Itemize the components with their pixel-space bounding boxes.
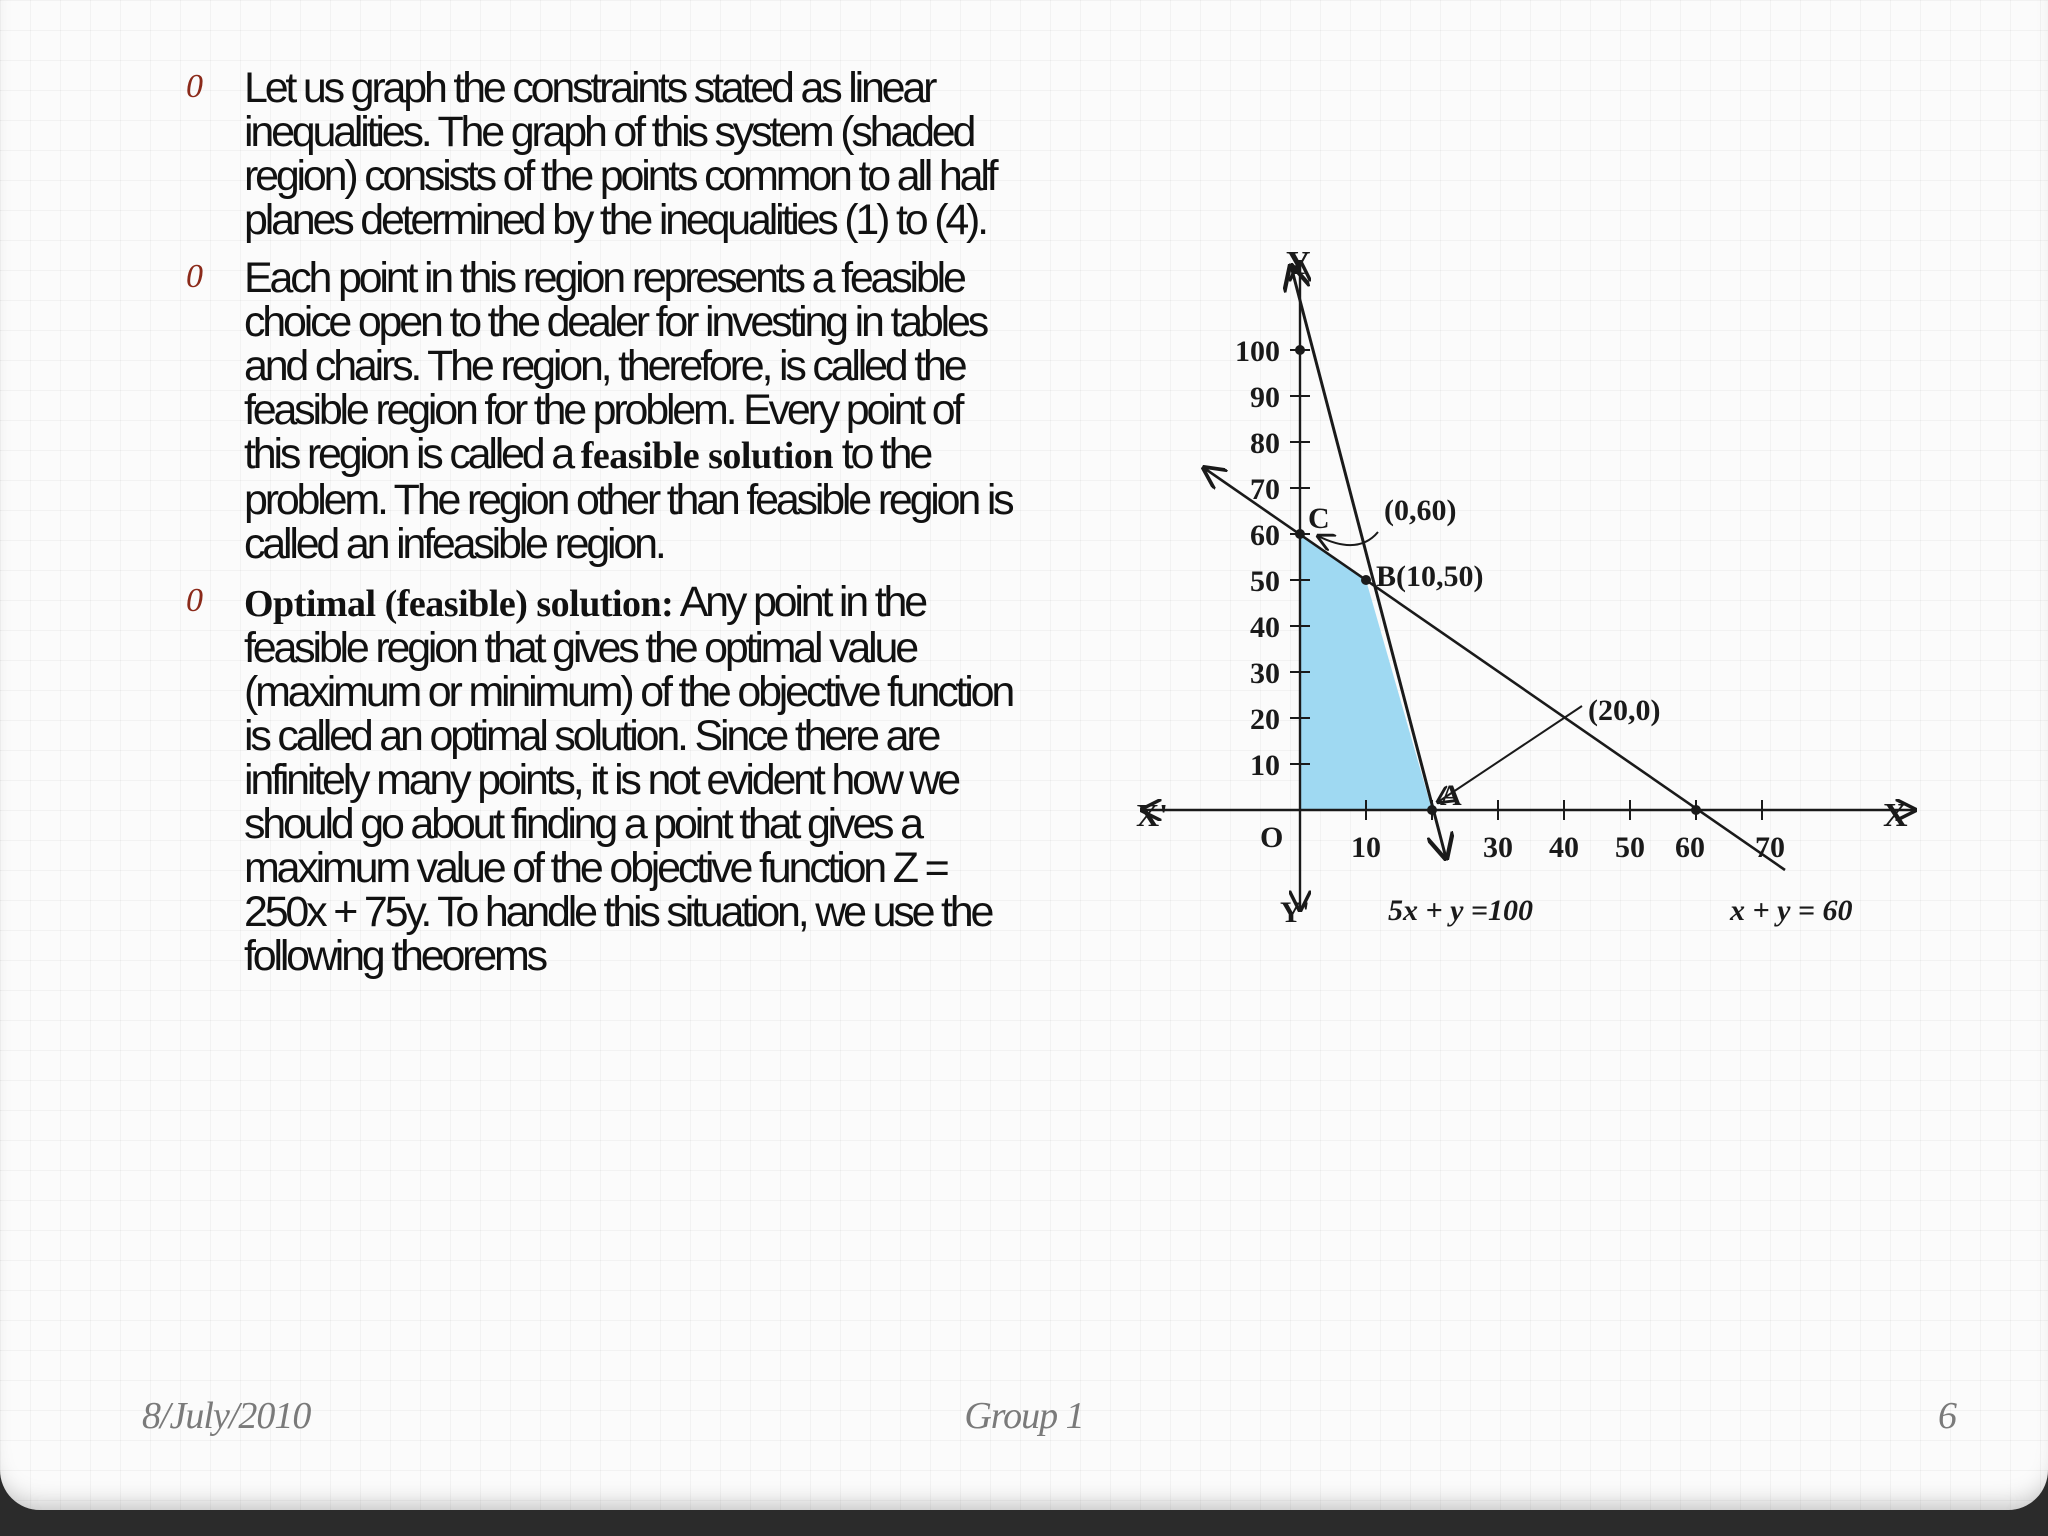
vertex-b xyxy=(1361,575,1371,585)
axis-label-y: Y xyxy=(1286,245,1311,282)
y-tick-label: 30 xyxy=(1250,657,1280,690)
origin-label: O xyxy=(1260,821,1284,854)
bullet-text-body: Let us graph the constraints stated as linear inequalities. The graph of this system (shaded region) consists of the points common to all half planes determined by the inequalities (1) to (4). xyxy=(244,64,996,244)
line-label-5x-plus-y: 5x + y =100 xyxy=(1388,894,1534,927)
bullet-text xyxy=(244,66,1016,242)
bullet-marker: 0 xyxy=(186,68,203,105)
x-tick-label: 10 xyxy=(1351,831,1381,864)
bullet-list xyxy=(186,66,1016,992)
footer-page-number: 6 xyxy=(1938,1395,1956,1437)
y-tick-label: 20 xyxy=(1250,703,1280,736)
bullet-text-body: to the problem. The region other than feasible region is called an infeasible region. xyxy=(244,430,1012,568)
bullet-item xyxy=(186,580,1016,978)
y-tick-label: 70 xyxy=(1250,473,1280,506)
bullet-text-body: Any point in the feasible region that gives the optimal value (maximum or minimum) of the objective function is called an optimal solution. Since there are infinitely many points, it is not evident how we should go about finding a point that gives a maximum value of the objective function Z = 250x + 75y. To handle this situation, we use the following theorems xyxy=(244,578,1013,980)
vertex-60 xyxy=(1691,805,1701,815)
y-tick-label: 90 xyxy=(1250,381,1280,414)
y-tick-label: 100 xyxy=(1235,335,1280,368)
annotation-a-coord: (20,0) xyxy=(1588,694,1661,727)
y-tick-label: 40 xyxy=(1250,611,1280,644)
x-tick-label: 70 xyxy=(1755,831,1785,864)
y-tick-label: 50 xyxy=(1250,565,1280,598)
feasible-region-graph xyxy=(1120,240,1940,940)
bullet-item xyxy=(186,256,1016,566)
axis-label-x-neg: X' xyxy=(1136,797,1168,833)
bullet-term: feasible solution xyxy=(580,435,833,477)
line-label-x-plus-y: x + y = 60 xyxy=(1730,894,1853,927)
point-label-b: B(10,50) xyxy=(1376,560,1484,593)
y-tick-label: 80 xyxy=(1250,427,1280,460)
x-tick-label: 60 xyxy=(1675,831,1705,864)
bullet-term: Optimal (feasible) solution: xyxy=(244,583,674,625)
y-tick-label: 10 xyxy=(1250,749,1280,782)
x-tick-label: 50 xyxy=(1615,831,1645,864)
y-tick-label: 60 xyxy=(1250,519,1280,552)
bullet-marker: 0 xyxy=(186,258,203,295)
x-tick-label: 30 xyxy=(1483,831,1513,864)
vertex-a xyxy=(1427,805,1437,815)
vertex-c xyxy=(1295,529,1305,539)
footer-title: Group 1 xyxy=(964,1395,1084,1437)
vertex-100 xyxy=(1295,345,1305,355)
point-label-c: C xyxy=(1308,502,1330,535)
axis-label-x: X xyxy=(1883,797,1908,834)
footer-date: 8/July/2010 xyxy=(142,1395,311,1437)
bullet-text xyxy=(244,256,1016,566)
axis-label-y-neg: Y' xyxy=(1280,896,1310,929)
x-tick-label: 40 xyxy=(1549,831,1579,864)
bullet-text-body: Each point in this region represents a feasible choice open to the dealer for investing in tables and chairs. The region, therefore, is called the feasible region for the problem. Every point of this region is called a xyxy=(244,254,987,478)
bullet-marker: 0 xyxy=(186,582,203,619)
bullet-text xyxy=(244,580,1016,978)
point-label-a: A xyxy=(1440,779,1462,812)
bullet-item xyxy=(186,66,1016,242)
annotation-c-coord: (0,60) xyxy=(1384,494,1457,527)
